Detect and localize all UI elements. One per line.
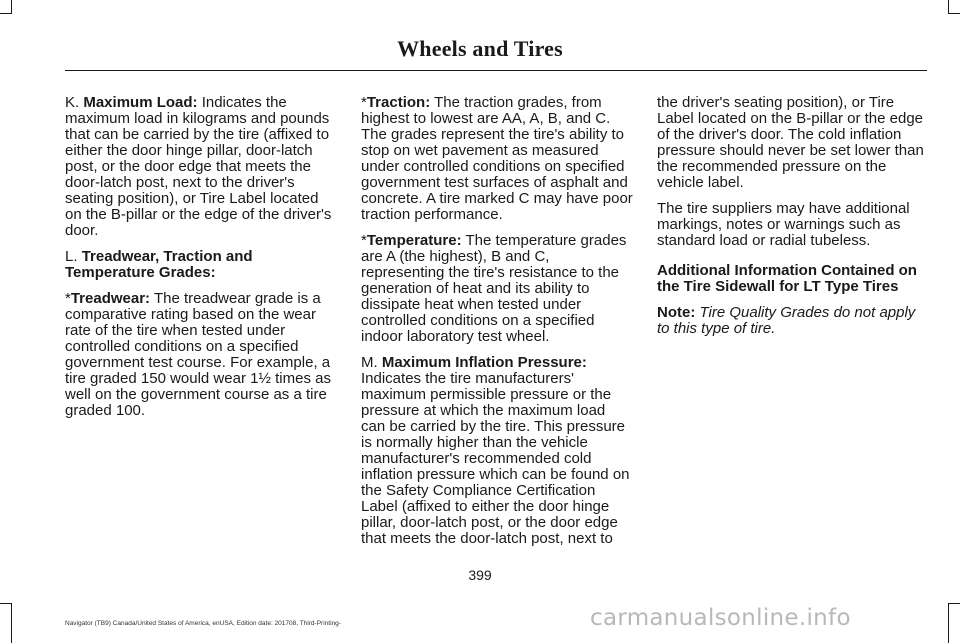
note-text: Tire Quality Grades do not apply to this type of tire. xyxy=(657,304,916,337)
column-1 xyxy=(65,95,337,429)
definition-text: The treadwear grade is a comparative rating based on the wear rate of the tire when tested under controlled conditions on a specified government test course. For example, a tire graded 150 would wear 1½ times as well on the government course as a tire graded 100. xyxy=(65,290,331,419)
paragraph-maximum-load xyxy=(65,95,337,239)
paragraph-traction xyxy=(361,95,633,223)
watermark: carmanualsonline.info xyxy=(590,605,851,631)
definition-text: The traction grades, from highest to lowest are AA, A, B, and C. The grades represent the tire's ability to stop on wet pavement as measured under controlled conditions on specified government test surfaces of asphalt and concrete. A tire marked C may have poor traction performance. xyxy=(361,94,633,223)
crop-mark-top-left-v xyxy=(11,0,12,14)
definition-text: Indicates the tire manufacturers' maximum permissible pressure or the pressure at which the maximum load can be carried by the tire. This pressure is normally higher than the vehicle manufacturer's recommended cold inflation pressure which can be found on the Safety Compliance Certification Label (affixed to either the door hinge pillar, door-latch post, or the door edge that meets the door-latch post, next to xyxy=(361,370,630,547)
edition-footer: Navigator (TB9) Canada/United States of America, enUSA, Edition date: 201708, Third-Printing- xyxy=(65,620,341,627)
paragraph-tire-suppliers: The tire suppliers may have additional markings, notes or warnings such as standard load or radial tubeless. xyxy=(657,200,910,249)
term-treadwear: Treadwear: xyxy=(70,290,151,307)
crop-mark-bottom-right-h xyxy=(948,603,960,604)
crop-mark-top-right-h xyxy=(948,13,960,14)
note-label: Note: xyxy=(657,304,696,321)
crop-mark-top-left-h xyxy=(0,13,12,14)
item-prefix: * xyxy=(361,232,367,249)
paragraph-maximum-inflation xyxy=(361,355,633,547)
crop-mark-bottom-left-v xyxy=(11,603,12,643)
paragraph-treadwear xyxy=(65,291,337,419)
paragraph-temperature xyxy=(361,233,633,345)
term-maximum-load: Maximum Load: xyxy=(83,94,198,111)
crop-mark-bottom-right-v xyxy=(948,603,949,643)
item-prefix: K. xyxy=(65,94,84,111)
definition-text: Indicates the maximum load in kilograms and pounds that can be carried by the tire (affixed to either the door hinge pillar, door-latch post, or the door edge that meets the door-latch post, next to the driver's seating position), or Tire Label located on the B-pillar or the edge of the driver's door. xyxy=(65,94,332,239)
section-heading-lt-tires: Additional Information Contained on the Tire Sidewall for LT Type Tires xyxy=(657,262,917,295)
term-grades: Treadwear, Traction and Temperature Grades: xyxy=(65,248,253,281)
item-prefix: * xyxy=(65,290,71,307)
column-3 xyxy=(657,95,929,347)
crop-mark-top-right-v xyxy=(948,0,949,14)
crop-mark-bottom-left-h xyxy=(0,603,12,604)
column-2 xyxy=(361,95,633,557)
note xyxy=(657,305,929,337)
term-temperature: Temperature: xyxy=(366,232,462,249)
page-title: Wheels and Tires xyxy=(397,36,563,61)
item-prefix: L. xyxy=(65,248,82,265)
item-prefix: M. xyxy=(361,354,382,371)
header-rule xyxy=(65,70,927,71)
paragraph-grades-heading xyxy=(65,249,337,281)
item-prefix: * xyxy=(361,94,367,111)
definition-text: The temperature grades are A (the highest), B and C, representing the tire's resistance to the generation of heat and its ability to dissipate heat when tested under controlled conditions on a specified indoor laboratory test wheel. xyxy=(361,232,627,345)
term-maximum-inflation-pressure: Maximum Inflation Pressure: xyxy=(381,354,587,371)
page-number: 399 xyxy=(468,567,492,583)
paragraph-continued: the driver's seating position), or Tire Label located on the B-pillar or the edge of the driver's door. The cold inflation pressure should never be set lower than the recommended pressure on the vehicle label. xyxy=(657,94,924,191)
term-traction: Traction: xyxy=(366,94,431,111)
